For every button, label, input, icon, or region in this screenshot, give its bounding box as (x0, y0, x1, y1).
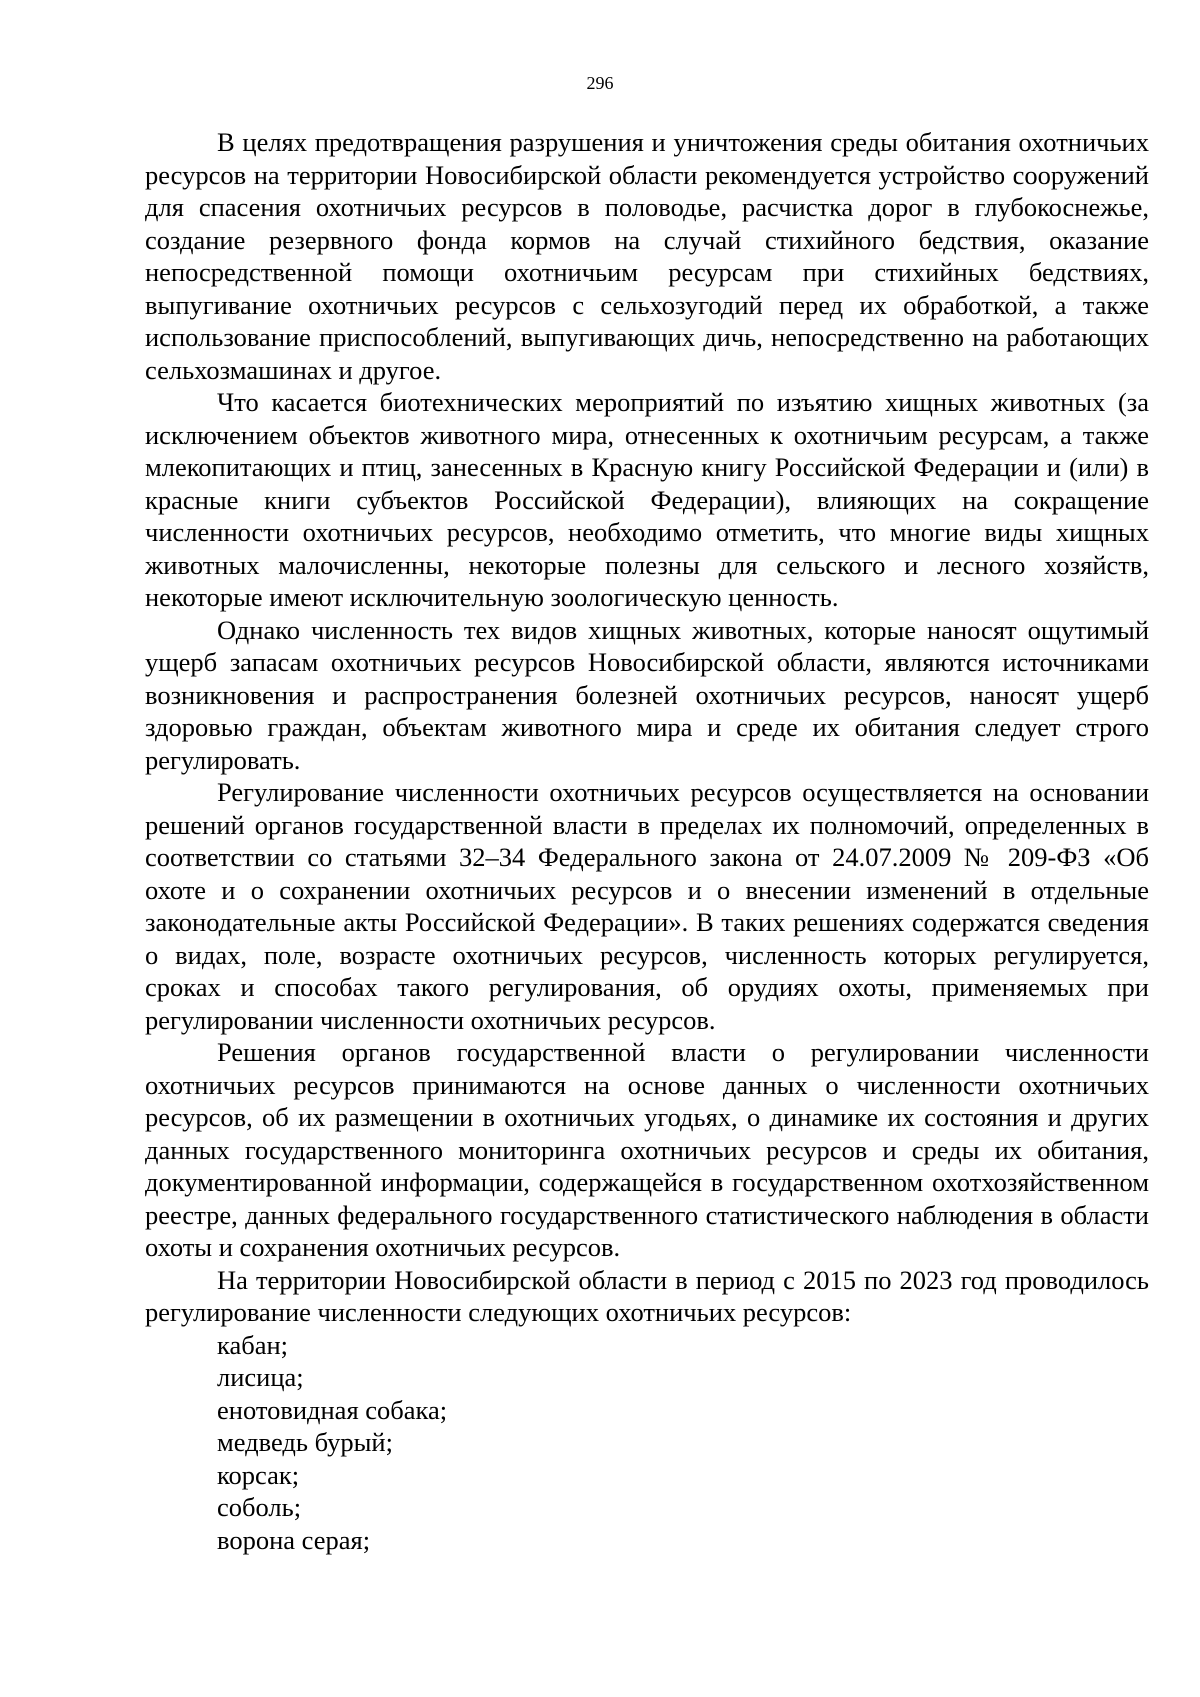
paragraph-1: В целях предотвращения разрушения и уничтожения среды обитания охотничьих ресурсов на территории Новосибирской области рекомендуется устройство сооружений для спасения охотничьих ресурсов в половодье, расчистка дорог в глубокоснежье, создание резервного фонда кормов на случай стихийного бедствия, оказание непосредственной помощи охотничьим ресурсам при стихийных бедствиях, выпугивание охотничьих ресурсов с сельхозугодий перед их обработкой, а также использование приспособлений, выпугивающих дичь, непосредственно на работающих сельхозмашинах и другое. (145, 127, 1149, 385)
list-item: корсак; (217, 1459, 300, 1490)
paragraph-3: Однако численность тех видов хищных животных, которые наносят ощутимый ущерб запасам охотничьих ресурсов Новосибирской области, являются источниками возникновения и распространения болезней охотничьих ресурсов, наносят ущерб здоровью граждан, объектам животного мира и среде их обитания следует строго регулировать. (145, 614, 1149, 775)
page-number: 296 (586, 73, 614, 93)
paragraph-6: На территории Новосибирской области в период с 2015 по 2023 год проводилось регулирование численности следующих охотничьих ресурсов: (145, 1264, 1149, 1327)
paragraph-2: Что касается биотехнических мероприятий по изъятию хищных животных (за исключением объектов животного мира, отнесенных к охотничьим ресурсам, а также млекопитающих и птиц, занесенных в Красную книгу Российской Федерации и (или) в красные книги субъектов Российской Федерации), влияющих на сокращение численности охотничьих ресурсов, необходимо отметить, что многие виды хищных животных малочисленны, некоторые полезны для сельского и лесного хозяйств, некоторые имеют исключительную зоологическую ценность. (145, 387, 1149, 612)
paragraph-5: Решения органов государственной власти о регулировании численности охотничьих ресурсов принимаются на основе данных о численности охотничьих ресурсов, об их размещении в охотничьих угодьях, о динамике их состояния и других данных государственного мониторинга охотничьих ресурсов и среды их обитания, документированной информации, содержащейся в государственном охотхозяйственном реестре, данных федерального государственного статистического наблюдения в области охоты и сохранения охотничьих ресурсов. (145, 1037, 1149, 1262)
species-list (145, 1329, 1149, 1557)
list-item: медведь бурый; (217, 1427, 393, 1457)
document-body (145, 126, 1149, 1556)
list-item: соболь; (217, 1492, 302, 1522)
paragraph-4: Регулирование численности охотничьих ресурсов осуществляется на основании решений органов государственной власти в пределах их полномочий, определенных в соответствии со статьями 32–34 Федерального закона от 24.07.2009 № 209-ФЗ «Об охоте и о сохранении охотничьих ресурсов и о внесении изменений в отдельные законодательные акты Российской Федерации». В таких решениях содержатся сведения о видах, поле, возрасте охотничьих ресурсов, численность которых регулируется, сроках и способах такого регулирования, об орудиях охоты, применяемых при регулировании численности охотничьих ресурсов. (145, 777, 1149, 1035)
list-item: енотовидная собака; (217, 1394, 448, 1425)
list-item: ворона серая; (217, 1524, 371, 1555)
list-item: кабан; (217, 1329, 289, 1360)
list-item: лисица; (217, 1362, 304, 1392)
